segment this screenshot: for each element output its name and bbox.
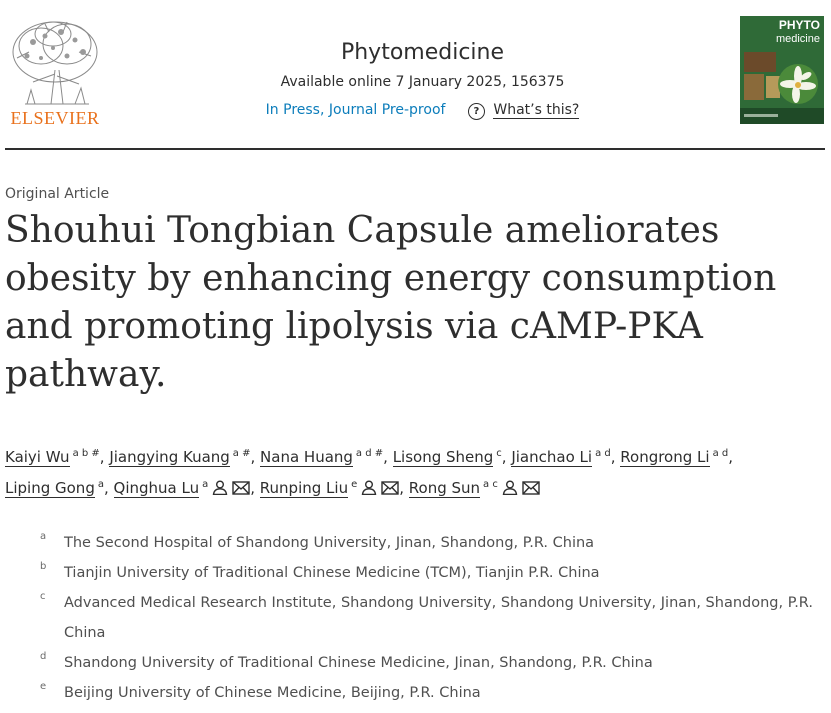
- envelope-icon[interactable]: [381, 476, 399, 504]
- author-separator: ,: [501, 448, 512, 466]
- author-separator: ,: [610, 448, 621, 466]
- author-item[interactable]: [620, 448, 728, 466]
- author-item[interactable]: [260, 448, 383, 466]
- availability-text: Available online 7 January 2025, 156375: [280, 74, 565, 90]
- author-name[interactable]: Kaiyi Wu: [5, 448, 70, 466]
- journal-cover-image[interactable]: [740, 16, 824, 124]
- affiliation-item: [40, 678, 820, 708]
- affiliation-text: Advanced Medical Research Institute, Shandong University, Shandong University, Jinan, Shandong, P.R. China: [64, 595, 813, 641]
- tree-icon: [5, 12, 105, 108]
- question-circle-icon[interactable]: ?: [468, 103, 485, 120]
- journal-info: [230, 38, 615, 120]
- article-title: Shouhui Tongbian Capsule ameliorates obesity by enhancing energy consumption and promoting lipolysis via cAMP-PKA pathway.: [5, 210, 777, 395]
- whats-this-link[interactable]: What’s this?: [493, 102, 580, 118]
- author-affiliation-marker: a: [202, 479, 209, 490]
- author-list: [5, 440, 795, 504]
- author-name[interactable]: Jiangying Kuang: [109, 448, 230, 466]
- person-icon[interactable]: [212, 476, 228, 504]
- person-icon[interactable]: [502, 476, 518, 504]
- elsevier-wordmark: ELSEVIER: [10, 108, 100, 128]
- author-item[interactable]: [114, 479, 251, 497]
- author-affiliation-marker: a #: [232, 448, 251, 459]
- status-row: [230, 100, 615, 120]
- affiliation-item: [40, 528, 820, 558]
- cover-title: PHYTO medicine: [775, 18, 820, 45]
- article-type: Original Article: [5, 186, 110, 202]
- author-item[interactable]: [5, 479, 104, 497]
- affiliation-text: The Second Hospital of Shandong University, Jinan, Shandong, P.R. China: [64, 535, 595, 551]
- author-name[interactable]: Liping Gong: [5, 479, 95, 497]
- author-name[interactable]: Qinghua Lu: [113, 479, 200, 497]
- author-separator: ,: [250, 479, 260, 497]
- affiliation-item: [40, 558, 820, 588]
- envelope-icon[interactable]: [522, 476, 540, 504]
- affiliation-label: b: [40, 561, 47, 572]
- author-affiliation-marker: c: [496, 448, 502, 459]
- affiliation-text: Shandong University of Traditional Chinese Medicine, Jinan, Shandong, P.R. China: [64, 655, 653, 671]
- affiliation-label: d: [40, 651, 47, 662]
- affiliation-label: c: [40, 591, 46, 602]
- author-name[interactable]: Lisong Sheng: [392, 448, 494, 466]
- author-name[interactable]: Nana Huang: [260, 448, 353, 466]
- author-item[interactable]: [5, 448, 100, 466]
- person-icon[interactable]: [361, 476, 377, 504]
- header-divider: [5, 148, 825, 150]
- author-item[interactable]: [109, 448, 250, 466]
- affiliation-label: a: [40, 531, 47, 542]
- author-separator: ,: [250, 448, 261, 466]
- affiliation-item: [40, 648, 820, 678]
- affiliation-text: Beijing University of Chinese Medicine, Beijing, P.R. China: [64, 685, 481, 701]
- author-separator: ,: [99, 448, 110, 466]
- author-affiliation-marker: e: [351, 479, 358, 490]
- elsevier-logo[interactable]: [5, 12, 105, 132]
- author-name[interactable]: Rongrong Li: [620, 448, 710, 466]
- author-affiliation-marker: a: [97, 479, 104, 490]
- affiliation-label: e: [40, 681, 47, 692]
- author-separator: ,: [103, 479, 114, 497]
- author-name[interactable]: Rong Sun: [408, 479, 481, 497]
- journal-title[interactable]: Phytomedicine: [340, 40, 505, 65]
- author-separator: ,: [383, 448, 393, 466]
- author-affiliation-marker: a d: [712, 448, 729, 459]
- author-affiliation-marker: a d #: [355, 448, 384, 459]
- author-separator: ,: [399, 479, 409, 497]
- author-item[interactable]: [393, 448, 502, 466]
- affiliation-item: [40, 588, 820, 648]
- author-affiliation-marker: a c: [483, 479, 498, 490]
- author-name[interactable]: Runping Liu: [259, 479, 349, 497]
- affiliation-list: [40, 528, 820, 708]
- author-item[interactable]: [260, 479, 399, 497]
- author-item[interactable]: [511, 448, 610, 466]
- author-affiliation-marker: a d: [595, 448, 611, 459]
- author-separator: ,: [728, 448, 733, 466]
- envelope-icon[interactable]: [232, 476, 250, 504]
- author-name[interactable]: Jianchao Li: [511, 448, 593, 466]
- affiliation-text: Tianjin University of Traditional Chinese Medicine (TCM), Tianjin P.R. China: [64, 565, 600, 581]
- author-affiliation-marker: a b #: [72, 448, 100, 459]
- author-item[interactable]: [409, 479, 540, 497]
- in-press-link[interactable]: In Press, Journal Pre-proof: [265, 102, 446, 118]
- article-header: [0, 0, 831, 150]
